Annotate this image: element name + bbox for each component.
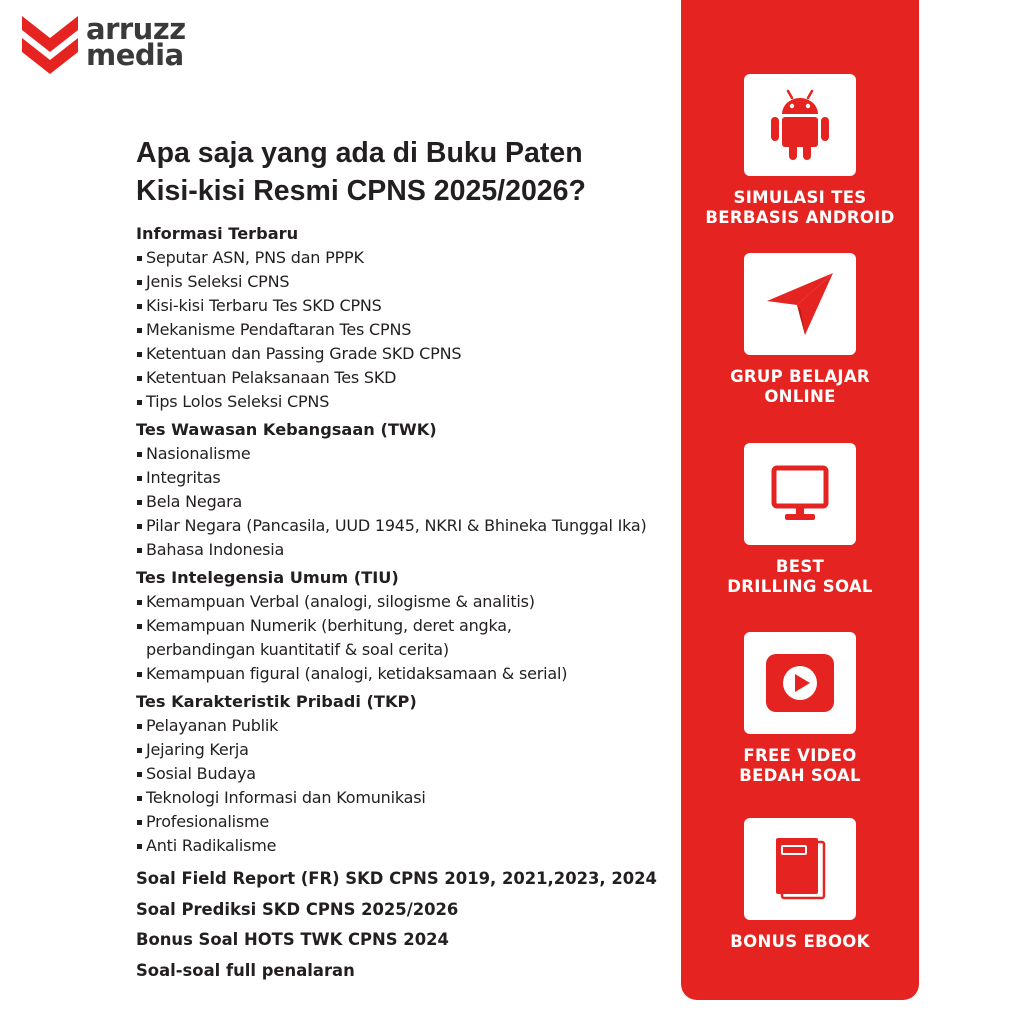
feature-label-line2: BEDAH SOAL — [739, 766, 861, 785]
feature-icon-box — [744, 74, 856, 176]
feature-label — [681, 746, 919, 786]
list-item: Integritas — [136, 466, 676, 490]
list-item: Sosial Budaya — [136, 762, 676, 786]
section-title: Tes Intelegensia Umum (TIU) — [136, 568, 399, 587]
paper-plane-icon — [765, 271, 835, 337]
extra-item: Bonus Soal HOTS TWK CPNS 2024 — [136, 930, 449, 949]
extra-item: Soal-soal full penalaran — [136, 960, 355, 980]
section-tiu — [136, 565, 676, 686]
feature-bonus-ebook — [681, 818, 919, 952]
extra-item: Soal Field Report (FR) SKD CPNS 2019, 2021,2023, 2024 — [136, 869, 657, 888]
list-item: Seputar ASN, PNS dan PPPK — [136, 246, 676, 270]
brand-chevron-icon — [22, 16, 78, 78]
headline-line1: Apa saja yang ada di Buku Paten — [136, 137, 583, 169]
extra-item: Soal Prediksi SKD CPNS 2025/2026 — [136, 899, 459, 919]
page-headline — [136, 134, 676, 210]
feature-label — [681, 188, 919, 228]
list-item: Kemampuan Verbal (analogi, silogisme & analitis) — [136, 590, 676, 614]
section-title: Tes Karakteristik Pribadi (TKP) — [136, 692, 417, 711]
list-item: Nasionalisme — [136, 442, 676, 466]
section-twk — [136, 417, 676, 562]
list-item: Ketentuan dan Passing Grade SKD CPNS — [136, 342, 676, 366]
list-item: Bahasa Indonesia — [136, 538, 676, 562]
feature-icon-box — [744, 632, 856, 734]
section-tkp — [136, 689, 676, 858]
feature-label-line2: BERBASIS ANDROID — [705, 208, 895, 227]
list-item-line: Kemampuan Numerik (berhitung, deret angka, — [146, 616, 512, 635]
list-item: Profesionalisme — [136, 810, 676, 834]
monitor-icon — [770, 464, 830, 524]
feature-grup-belajar — [681, 253, 919, 407]
list-item: Tips Lolos Seleksi CPNS — [136, 390, 676, 414]
feature-label — [681, 367, 919, 407]
extras-list — [136, 864, 676, 986]
feature-label-line2: ONLINE — [764, 387, 836, 406]
feature-label — [681, 557, 919, 597]
list-item: Kisi-kisi Terbaru Tes SKD CPNS — [136, 294, 676, 318]
feature-panel — [681, 0, 919, 1000]
list-item: Pilar Negara (Pancasila, UUD 1945, NKRI & Bhineka Tunggal Ika) — [136, 514, 676, 538]
list-item: Kemampuan figural (analogi, ketidaksamaan & serial) — [136, 662, 676, 686]
section-title: Informasi Terbaru — [136, 224, 299, 243]
list-item: Ketentuan Pelaksanaan Tes SKD — [136, 366, 676, 390]
brand-name — [86, 12, 186, 72]
feature-label-line2: DRILLING SOAL — [727, 577, 873, 596]
section-title: Tes Wawasan Kebangsaan (TWK) — [136, 420, 437, 439]
feature-label-line1: BEST — [775, 557, 825, 576]
list-item: Anti Radikalisme — [136, 834, 676, 858]
feature-free-video — [681, 632, 919, 786]
ebook-icon — [772, 836, 828, 902]
feature-label-line1: BONUS EBOOK — [730, 932, 870, 951]
feature-label-line1: SIMULASI TES — [733, 188, 867, 207]
content-list — [136, 221, 676, 986]
list-item: Pelayanan Publik — [136, 714, 676, 738]
feature-icon-box — [744, 818, 856, 920]
brand-line2: media — [86, 38, 184, 72]
brand-line1: arruzz — [86, 12, 186, 46]
feature-icon-box — [744, 443, 856, 545]
list-item: Jenis Seleksi CPNS — [136, 270, 676, 294]
list-item: Jejaring Kerja — [136, 738, 676, 762]
list-item-continuation: perbandingan kuantitatif & soal cerita) — [146, 640, 449, 659]
feature-icon-box — [744, 253, 856, 355]
list-item — [136, 614, 676, 662]
list-item: Mekanisme Pendaftaran Tes CPNS — [136, 318, 676, 342]
feature-label-line1: FREE VIDEO — [743, 746, 857, 765]
video-play-icon — [764, 652, 836, 714]
feature-best-drilling — [681, 443, 919, 597]
list-item: Bela Negara — [136, 490, 676, 514]
section-informasi-terbaru — [136, 221, 676, 414]
list-item: Teknologi Informasi dan Komunikasi — [136, 786, 676, 810]
feature-simulasi-tes — [681, 74, 919, 228]
feature-label — [681, 932, 919, 952]
headline-line2: Kisi-kisi Resmi CPNS 2025/2026? — [136, 175, 586, 207]
android-icon — [769, 89, 831, 161]
brand-logo — [22, 14, 222, 80]
feature-label-line1: GRUP BELAJAR — [730, 367, 870, 386]
